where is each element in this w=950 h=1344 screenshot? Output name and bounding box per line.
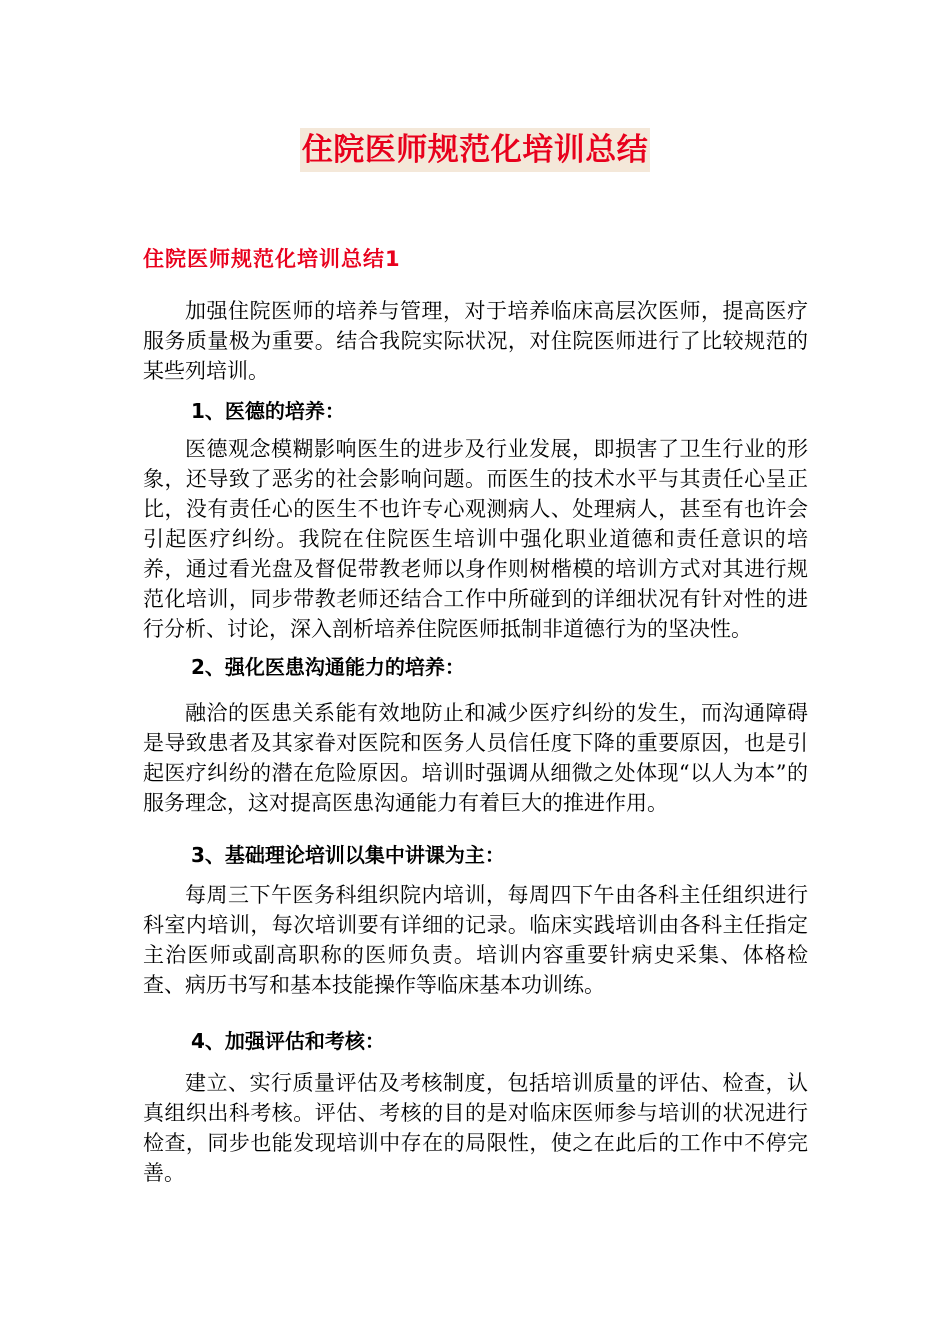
section-heading-1: 1、医德的培养：: [191, 399, 345, 423]
section-title: 住院医师规范化培训总结1: [143, 247, 401, 271]
section-body-3: 每周三下午医务科组织院内培训，每周四下午由各科主任组织进行科室内培训，每次培训要有详细的记录。临床实践培训由各科主任指定主治医师或副高职称的医师负责。培训内容重要针病史采集、体格检查、病历书写和基本技能操作等临床基本功训练。: [143, 883, 808, 997]
section-body-4: 建立、实行质量评估及考核制度，包括培训质量的评估、检查，认真组织出科考核。评估、考核的目的是对临床医师参与培训的状况进行检查，同步也能发现培训中存在的局限性，使之在此后的工作中不停完善。: [143, 1071, 808, 1185]
document-title: 住院医师规范化培训总结: [300, 128, 651, 172]
section-body-2: 融洽的医患关系能有效地防止和减少医疗纠纷的发生，而沟通障碍是导致患者及其家眷对医院和医务人员信任度下降的重要原因，也是引起医疗纠纷的潜在危险原因。培训时强调从细微之处体现“以人为本”的服务理念，这对提高医患沟通能力有着巨大的推进作用。: [143, 701, 808, 815]
section-heading-3: 3、基础理论培训以集中讲课为主：: [191, 843, 505, 867]
intro-paragraph: 加强住院医师的培养与管理，对于培养临床高层次医师，提高医疗服务质量极为重要。结合我院实际状况，对住院医师进行了比较规范的某些列培训。: [143, 299, 808, 383]
section-body-1: 医德观念模糊影响医生的进步及行业发展，即损害了卫生行业的形象，还导致了恶劣的社会影响问题。而医生的技术水平与其责任心呈正比，没有责任心的医生不也许专心观测病人、处理病人，甚至有也许会引起医疗纠纷。我院在住院医生培训中强化职业道德和责任意识的培养，通过看光盘及督促带教老师以身作则树楷模的培训方式对其进行规范化培训，同步带教老师还结合工作中所碰到的详细状况有针对性的进行分析、讨论，深入剖析培养住院医师抵制非道德行为的坚决性。: [143, 437, 808, 641]
document-title-container: [0, 128, 950, 172]
section-heading-4: 4、加强评估和考核：: [191, 1029, 385, 1053]
section-heading-2: 2、强化医患沟通能力的培养：: [191, 655, 465, 679]
